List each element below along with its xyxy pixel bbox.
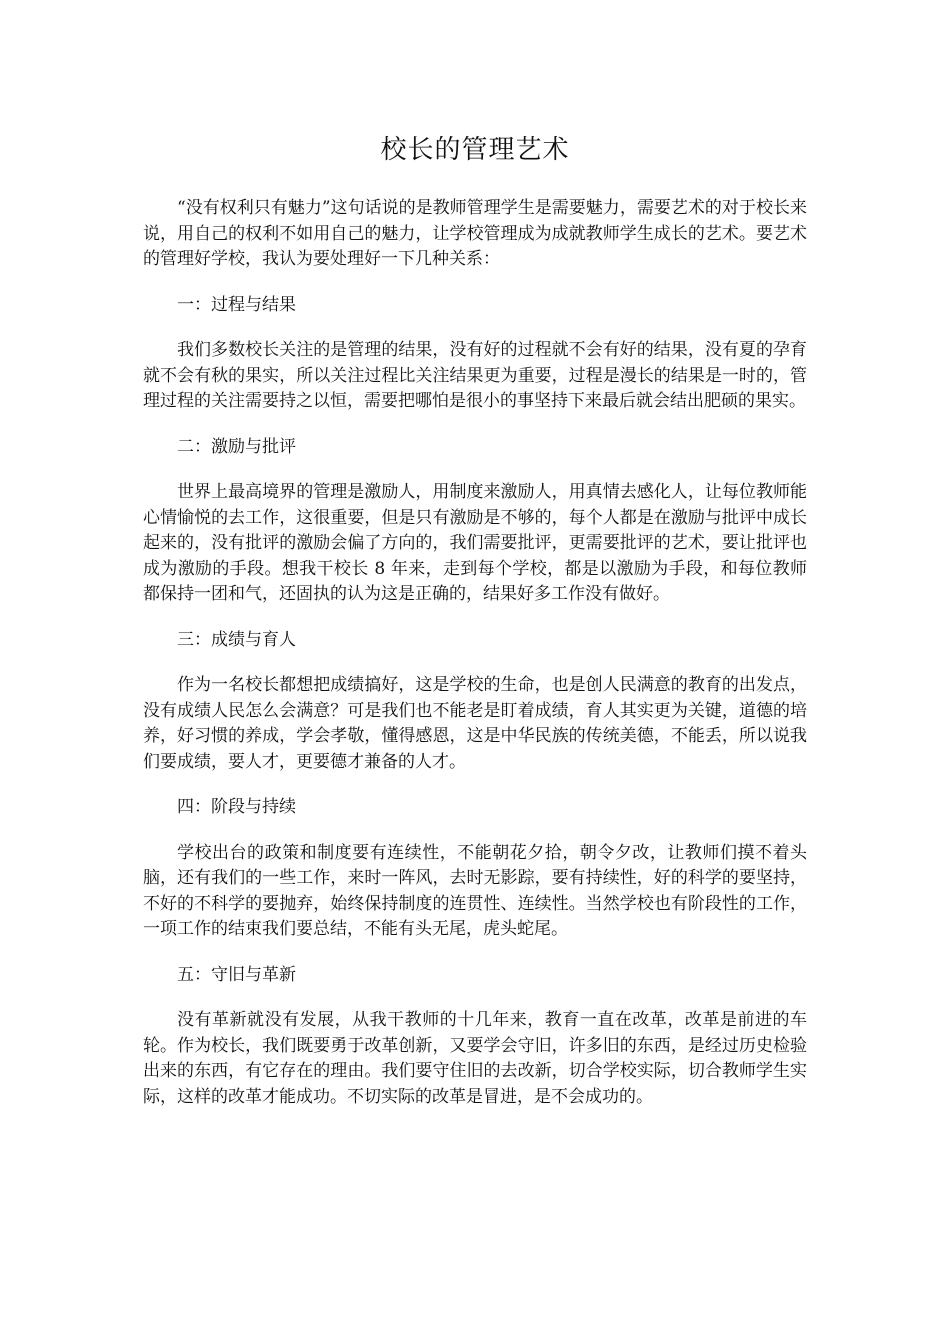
section-heading-3: 三：成绩与育人 [177, 629, 296, 650]
section-body-4: 学校出台的政策和制度要有连续性，不能朝花夕拾，朝令夕改，让教师们摸不着头脑，还有我们的一些工作，来时一阵风，去时无影踪，要有持续性，好的科学的要坚持，不好的不科学的要抛弃，始终保持制度的连贯性、连续性。当然学校也有阶段性的工作，一项工作的结束我们要总结，不能有头无尾，虎头蛇尾。 [143, 842, 807, 939]
spacer [143, 460, 807, 480]
section-body-2: 世界上最高境界的管理是激励人，用制度来激励人，用真情去感化人，让每位教师能心情愉悦的去工作，这很重要，但是只有激励是不够的，每个人都是在激励与批评中成长起来的，没有批评的激励会偏了方向的，我们需要批评，更需要批评的艺术，要让批评也成为激励的手段。想我干校长 8 年来，走到每个学校，都是以激励为手段，和每位教师都保持一团和气，还固执的认为这是正确的，结果好多工作没有做好。 [143, 482, 807, 604]
spacer [143, 415, 807, 435]
section-body-3: 作为一名校长都想把成绩搞好，这是学校的生命，也是创人民满意的教育的出发点，没有成绩人民怎么会满意？可是我们也不能老是盯着成绩，育人其实更为关键，道德的培养，好习惯的养成，学会孝敬，懂得感恩，这是中华民族的传统美德，不能丢，所以说我们要成绩，要人才，更要德才兼备的人才。 [143, 675, 807, 772]
spacer [143, 775, 807, 795]
section-heading-4: 四：阶段与持续 [177, 797, 296, 817]
section-heading-5: 五：守旧与革新 [177, 964, 296, 985]
spacer [143, 943, 807, 963]
spacer [143, 653, 807, 673]
section-body-5: 没有革新就没有发展，从我干教师的十几年来，教育一直在改革，改革是前进的车轮。作为校长，我们既要勇于改革创新，又要学会守旧，许多旧的东西，是经过历史检验出来的东西，有它存在的理由。我们要守住旧的去改新，切合学校实际，切合教师学生实际，这样的改革才能成功。不切实际的改革是冒进，是不会成功的。 [143, 1010, 807, 1107]
intro-paragraph: “没有权利只有魅力”这句话说的是教师管理学生是需要魅力，需要艺术的对于校长来说，用自己的权利不如用自己的魅力，让学校管理成为成就教师学生成长的艺术。要艺术的管理好学校，我认为要处理好一下几种关系： [143, 198, 807, 269]
section-body-1: 我们多数校长关注的是管理的结果，没有好的过程就不会有好的结果，没有夏的孕育就不会有秋的果实，所以关注过程比关注结果更为重要，过程是漫长的结果是一时的，管理过程的关注需要持之以恒，需要把哪怕是很小的事坚持下来最后就会结出肥硕的果实。 [143, 340, 807, 411]
section-heading-1: 一：过程与结果 [177, 294, 296, 315]
spacer [143, 318, 807, 338]
section-heading-2: 二：激励与批评 [177, 436, 296, 457]
spacer [143, 273, 807, 293]
spacer [143, 988, 807, 1008]
document-body [143, 196, 807, 1110]
spacer [143, 821, 807, 841]
spacer [143, 608, 807, 628]
document-title: 校长的管理艺术 [380, 135, 570, 165]
